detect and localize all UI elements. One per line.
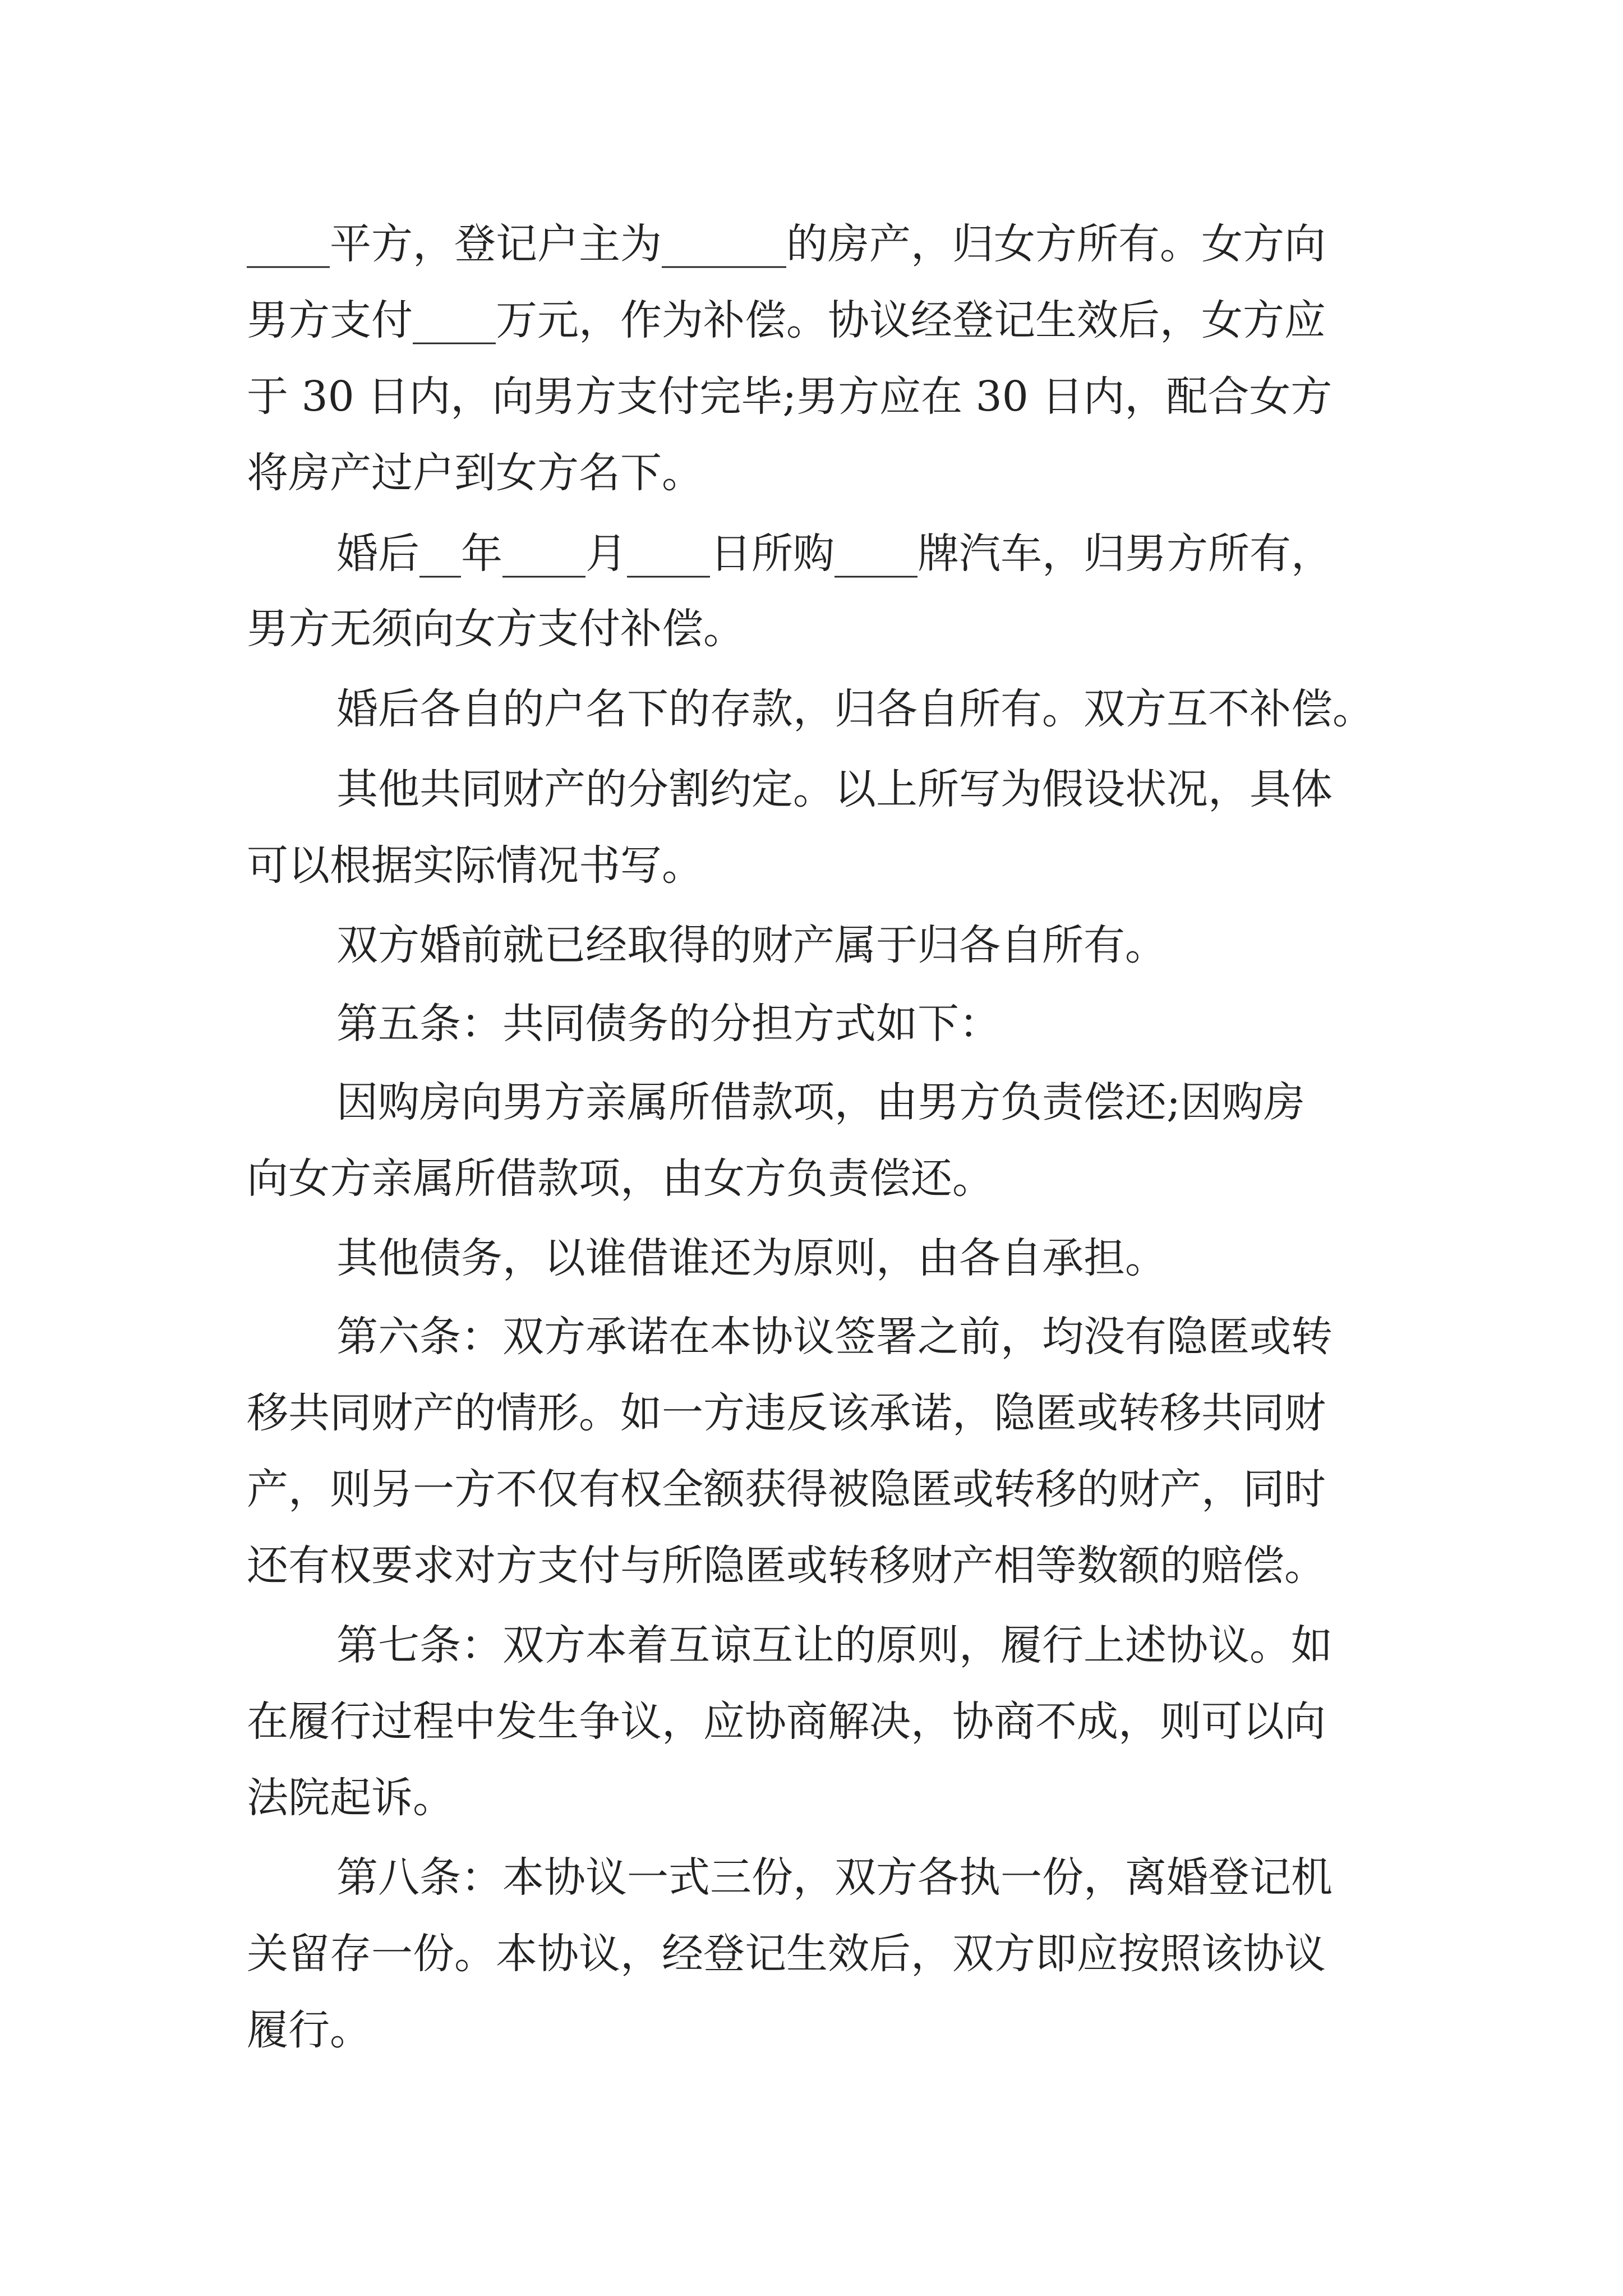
text-line-16: 移共同财产的情形。如一方违反该承诺，隐匿或转移共同财: [247, 1389, 1326, 1437]
text-line-15: 第六条：双方承诺在本协议签署之前，均没有隐匿或转: [336, 1313, 1332, 1361]
text-line-13: 向女方亲属所借款项，由女方负责偿还。: [247, 1154, 994, 1203]
text-line-24: 履行。: [247, 2006, 371, 2054]
text-line-5: 婚后__年____月____日所购____牌汽车，归男方所有，: [336, 530, 1332, 578]
text-line-3: 于 30 日内，向男方支付完毕;男方应在 30 日内，配合女方: [247, 372, 1332, 421]
text-line-19: 第七条：双方本着互谅互让的原则，履行上述协议。如: [336, 1621, 1332, 1669]
text-line-10: 双方婚前就已经取得的财产属于归各自所有。: [336, 921, 1166, 969]
text-line-22: 第八条：本协议一式三份，双方各执一份，离婚登记机: [336, 1853, 1332, 1902]
text-line-6: 男方无须向女方支付补偿。: [247, 605, 745, 653]
text-line-23: 关留存一份。本协议，经登记生效后，双方即应按照该协议: [247, 1930, 1326, 1978]
text-line-2: 男方支付____万元，作为补偿。协议经登记生效后，女方应: [247, 296, 1326, 344]
text-line-7: 婚后各自的户名下的存款，归各自所有。双方互不补偿。: [336, 685, 1374, 733]
text-line-17: 产，则另一方不仅有权全额获得被隐匿或转移的财产，同时: [247, 1465, 1326, 1513]
text-line-4: 将房产过户到女方名下。: [247, 449, 703, 497]
text-line-8: 其他共同财产的分割约定。以上所写为假设状况，具体: [336, 765, 1332, 813]
text-line-1: ____平方，登记户主为______的房产，归女方所有。女方向: [247, 220, 1326, 268]
text-line-21: 法院起诉。: [247, 1774, 454, 1822]
text-line-18: 还有权要求对方支付与所隐匿或转移财产相等数额的赔偿。: [247, 1542, 1326, 1590]
text-line-14: 其他债务，以谁借谁还为原则，由各自承担。: [336, 1234, 1166, 1282]
text-line-11: 第五条：共同债务的分担方式如下：: [336, 1000, 1000, 1048]
text-line-20: 在履行过程中发生争议，应协商解决，协商不成，则可以向: [247, 1697, 1326, 1746]
text-line-12: 因购房向男方亲属所借款项，由男方负责偿还;因购房: [336, 1078, 1305, 1126]
text-line-9: 可以根据实际情况书写。: [247, 841, 703, 890]
